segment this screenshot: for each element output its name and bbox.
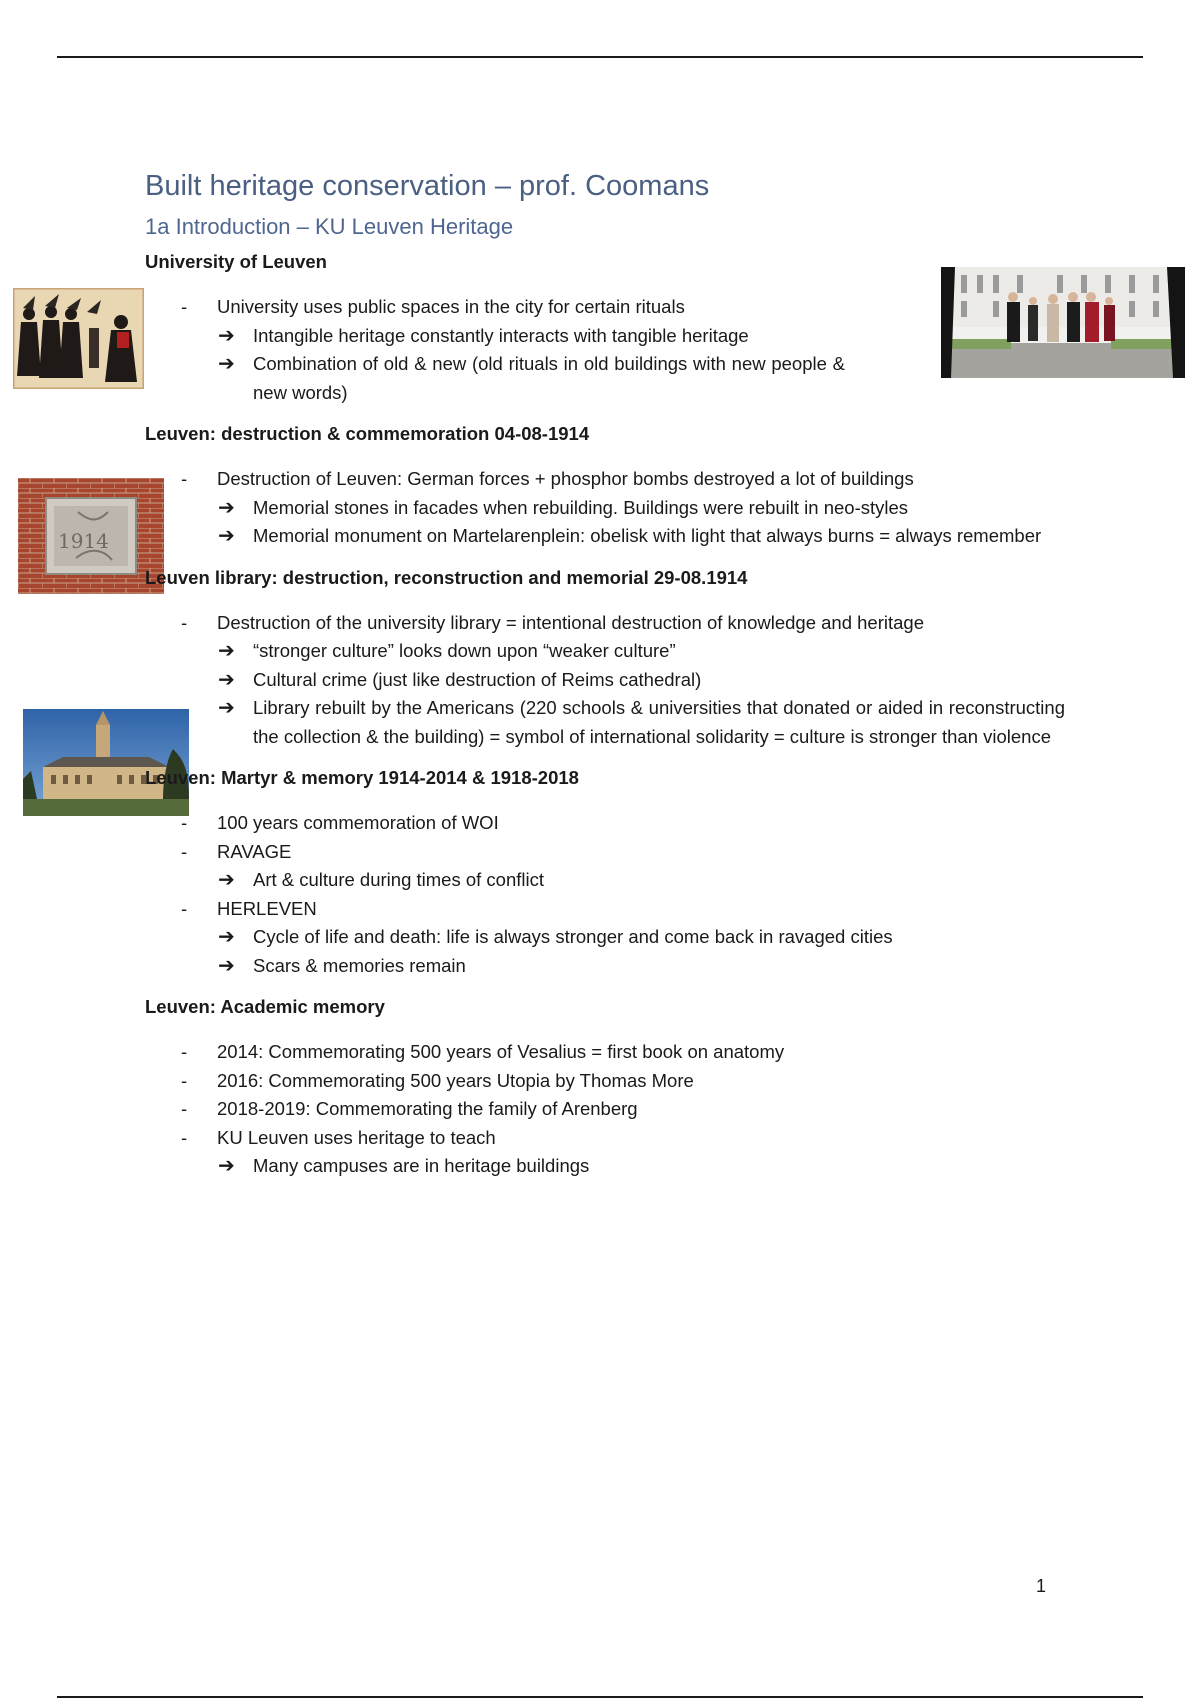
- procession-illustration-image: [13, 288, 144, 389]
- list-item: ➔ Library rebuilt by the Americans (220 schools & universities that donated or aided in reconstructing the collection & the building) = symbol of international solidarity = culture is stronger than violence: [145, 694, 1065, 751]
- list-item: - University uses public spaces in the city for certain rituals: [145, 293, 1065, 322]
- list-item: ➔ Many campuses are in heritage buildings: [145, 1152, 1065, 1181]
- section-heading: Leuven: Academic memory: [145, 996, 385, 1017]
- document-body: [145, 168, 1065, 1181]
- section-martyr-memory: [145, 765, 1065, 980]
- list-item: - RAVAGE: [145, 838, 1065, 867]
- memorial-stone-text: 1914: [58, 529, 109, 553]
- section-library: [145, 565, 1065, 752]
- list-item: ➔ Combination of old & new (old rituals in old buildings with new people & new words): [145, 350, 1065, 407]
- list-item: - 2018-2019: Commemorating the family of Arenberg: [145, 1095, 1065, 1124]
- list-item: - 2016: Commemorating 500 years Utopia by Thomas More: [145, 1067, 1065, 1096]
- list-item: - Destruction of the university library = intentional destruction of knowledge and heritage: [145, 609, 1065, 638]
- list-item: ➔ Intangible heritage constantly interacts with tangible heritage: [145, 322, 1065, 351]
- section-heading: Leuven: Martyr & memory 1914-2014 & 1918-2018: [145, 767, 579, 788]
- section-destruction-commemoration: [145, 421, 1065, 551]
- section-heading: University of Leuven: [145, 251, 327, 272]
- section-university-of-leuven: [145, 249, 1065, 407]
- list-item: ➔ Scars & memories remain: [145, 952, 1065, 981]
- list-item: ➔ Cycle of life and death: life is always stronger and come back in ravaged cities: [145, 923, 1065, 952]
- header-rule: [57, 56, 1143, 58]
- section-heading: Leuven library: destruction, reconstruction and memorial 29-08.1914: [145, 566, 748, 588]
- list-item: ➔ “stronger culture” looks down upon “weaker culture”: [145, 637, 1065, 666]
- memorial-stone-facade-image: [18, 478, 164, 594]
- list-item: - KU Leuven uses heritage to teach: [145, 1124, 1065, 1153]
- section-heading: Leuven: destruction & commemoration 04-08-1914: [145, 423, 590, 444]
- document-title: Built heritage conservation – prof. Coomans: [145, 170, 710, 202]
- list-item: - 100 years commemoration of WOI: [145, 809, 1065, 838]
- list-item: - HERLEVEN: [145, 895, 1065, 924]
- list-item: - Destruction of Leuven: German forces + phosphor bombs destroyed a lot of buildings: [145, 465, 1065, 494]
- list-item: ➔ Memorial monument on Martelarenplein: obelisk with light that always burns = always remember: [145, 522, 1065, 551]
- footer-rule: [57, 1696, 1143, 1698]
- list-item: ➔ Memorial stones in facades when rebuilding. Buildings were rebuilt in neo-styles: [145, 494, 1065, 523]
- section-academic-memory: [145, 994, 1065, 1181]
- list-item: ➔ Cultural crime (just like destruction of Reims cathedral): [145, 666, 1065, 695]
- list-item: ➔ Art & culture during times of conflict: [145, 866, 1065, 895]
- page-number: 1: [1036, 1576, 1047, 1596]
- list-item: - 2014: Commemorating 500 years of Vesalius = first book on anatomy: [145, 1038, 1065, 1067]
- document-subtitle: 1a Introduction – KU Leuven Heritage: [145, 214, 514, 239]
